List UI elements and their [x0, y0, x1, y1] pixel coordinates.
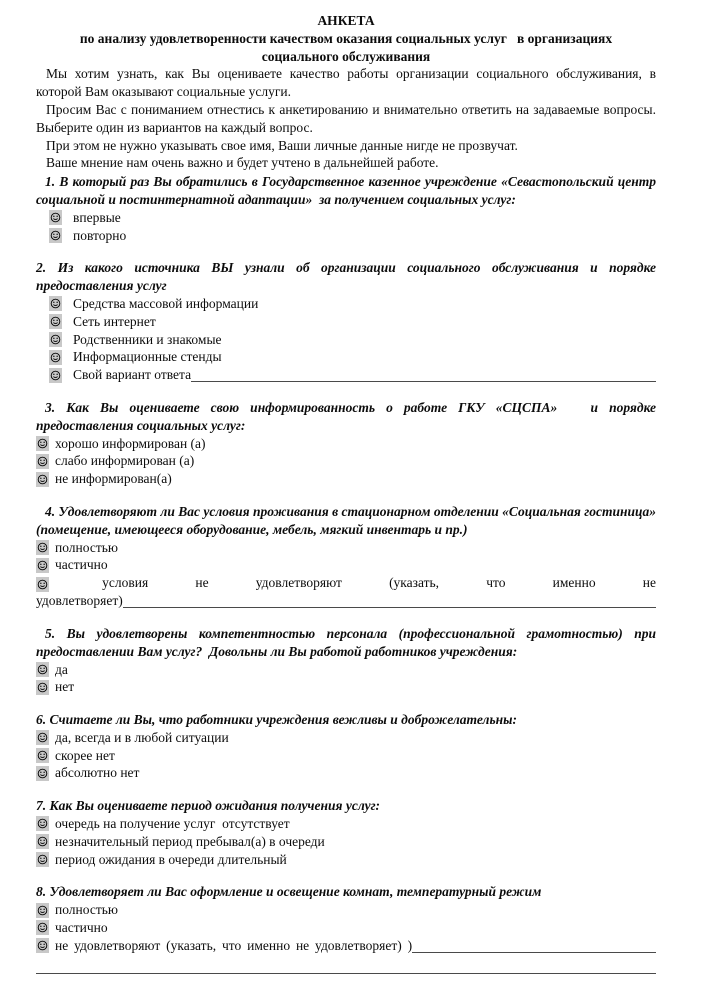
option-label-continued: удовлетворяет) — [36, 593, 123, 609]
smiley-bullet-icon[interactable] — [36, 558, 49, 573]
question-number: 1. — [45, 174, 56, 190]
option-row[interactable] — [36, 452, 656, 470]
question-body: Как Вы оцениваете период ожидания получения услуг: — [49, 798, 381, 814]
write-in-line[interactable] — [191, 377, 656, 382]
smiley-bullet-icon[interactable] — [49, 350, 62, 365]
smiley-bullet-icon[interactable] — [36, 903, 49, 918]
smiley-bullet-icon[interactable] — [36, 680, 49, 695]
question-text — [36, 711, 656, 729]
option-row[interactable] — [36, 313, 656, 331]
question-text — [36, 883, 656, 901]
intro-paragraph: Ваше мнение нам очень важно и будет учтено в дальнейшей работе. — [46, 155, 439, 171]
option-label: да — [55, 661, 68, 677]
option-label: не информирован(а) — [55, 471, 172, 487]
option-row[interactable] — [36, 764, 656, 782]
options-list — [36, 729, 656, 782]
smiley-bullet-icon[interactable] — [36, 748, 49, 763]
option-label: полностью — [55, 539, 118, 555]
question-number: 2. — [36, 260, 47, 276]
option-label: повторно — [73, 227, 127, 243]
option-row[interactable] — [36, 833, 656, 851]
options-list — [36, 815, 656, 868]
option-row[interactable] — [36, 851, 656, 869]
option-label: Средства массовой информации — [73, 295, 259, 311]
intro-paragraph: Просим Вас с пониманием отнестись к анкетированию и внимательно ответить на задаваемые вопросы. Выберите один из вариантов на каждый вопрос. — [36, 101, 667, 135]
smiley-bullet-icon[interactable] — [49, 368, 62, 383]
option-row[interactable] — [36, 539, 656, 557]
smiley-bullet-icon[interactable] — [49, 228, 62, 243]
smiley-bullet-icon[interactable] — [36, 834, 49, 849]
write-in-line[interactable] — [412, 948, 656, 953]
option-label: абсолютно нет — [55, 765, 140, 781]
option-label: частично — [55, 557, 108, 573]
option-label: незначительный период пребывал(а) в очереди — [55, 833, 325, 849]
question-text — [36, 625, 660, 661]
option-label: не удовлетворяют (указать, что именно не удовлетворяет) ) — [55, 937, 413, 953]
questionnaire-page — [36, 12, 667, 974]
option-row[interactable] — [36, 331, 656, 349]
option-row[interactable] — [36, 815, 656, 833]
option-label: частично — [55, 920, 108, 936]
question-block-2 — [36, 259, 660, 384]
question-number: 5. — [45, 625, 56, 641]
smiley-bullet-icon[interactable] — [36, 816, 49, 831]
option-row[interactable] — [36, 556, 656, 574]
smiley-bullet-icon[interactable] — [36, 436, 49, 451]
option-label: скорее нет — [55, 747, 115, 763]
smiley-bullet-icon[interactable] — [49, 296, 62, 311]
question-block-3 — [36, 399, 660, 488]
question-body: В который раз Вы обратились в Государственное казенное учреждение «Севастопольский центр социальной и постинтернатной адаптации» за получением социальных услуг: — [36, 174, 660, 207]
option-continuation — [36, 592, 656, 610]
option-row[interactable] — [36, 937, 656, 955]
question-block-6 — [36, 711, 656, 782]
extra-write-in-line — [36, 969, 656, 974]
question-block-8 — [36, 883, 656, 973]
option-label: условия не удовлетворяют (указать, что именно не — [102, 575, 656, 591]
options-list — [36, 435, 656, 488]
smiley-bullet-icon[interactable] — [49, 332, 62, 347]
options-list — [36, 901, 656, 954]
option-row[interactable] — [36, 729, 656, 747]
question-block-7 — [36, 797, 656, 868]
question-block-1 — [36, 173, 660, 244]
option-row[interactable] — [36, 435, 656, 453]
options-list — [36, 661, 656, 697]
question-number: 7. — [36, 798, 47, 814]
smiley-bullet-icon[interactable] — [36, 540, 49, 555]
question-text — [36, 259, 660, 295]
option-label: да, всегда и в любой ситуации — [55, 729, 229, 745]
smiley-bullet-icon[interactable] — [49, 314, 62, 329]
question-block-5 — [36, 625, 660, 696]
options-list — [36, 209, 656, 245]
option-label: полностью — [55, 902, 118, 918]
smiley-bullet-icon[interactable] — [36, 766, 49, 781]
intro-paragraph: Мы хотим узнать, как Вы оцениваете качество работы организации социального обслуживания, в которой Вам оказывают социальные услуги. — [36, 66, 660, 100]
title-line-2: по анализу удовлетворенности качеством оказания социальных услуг в организациях — [79, 30, 613, 46]
document-title — [36, 12, 656, 65]
option-label: Родственники и знакомые — [73, 331, 222, 347]
option-label: Информационные стенды — [73, 349, 222, 365]
option-label: Сеть интернет — [73, 313, 156, 329]
option-label: впервые — [73, 209, 121, 225]
smiley-bullet-icon[interactable] — [36, 920, 49, 935]
write-in-line[interactable] — [36, 969, 656, 974]
smiley-bullet-icon[interactable] — [36, 852, 49, 867]
options-list — [36, 539, 656, 610]
option-row[interactable] — [36, 227, 656, 245]
write-in-line[interactable] — [123, 603, 656, 608]
option-row[interactable] — [36, 901, 656, 919]
question-text — [36, 173, 660, 209]
question-body: Как Вы оцениваете свою информированность о работе ГКУ «СЦСПА» и порядке предоставления социальных услуг: — [36, 399, 660, 433]
questions-list — [36, 173, 660, 973]
option-row[interactable] — [36, 747, 656, 765]
smiley-bullet-icon[interactable] — [36, 577, 49, 592]
question-body: Вы удовлетворены компетентностью персонала (профессиональной грамотностью) при предоставлении Вам услуг? Довольны ли Вы работой работников учреждения: — [36, 625, 660, 659]
option-label: период ожидания в очереди длительный — [55, 851, 287, 867]
smiley-bullet-icon[interactable] — [36, 472, 49, 487]
question-number: 3. — [45, 399, 56, 415]
title-line-3: социального обслуживания — [261, 48, 431, 64]
question-text — [36, 797, 656, 815]
option-row[interactable] — [36, 366, 656, 384]
option-row[interactable] — [36, 209, 656, 227]
option-label: нет — [55, 679, 75, 695]
options-list — [36, 295, 656, 384]
smiley-bullet-icon[interactable] — [36, 454, 49, 469]
option-row[interactable] — [36, 470, 656, 488]
option-row[interactable] — [36, 348, 656, 366]
question-body: Из какого источника ВЫ узнали об организации социального обслуживания и порядке предоставления услуг — [36, 260, 660, 294]
option-row[interactable] — [36, 678, 656, 696]
option-label: хорошо информирован (а) — [55, 435, 206, 451]
option-label: слабо информирован (а) — [55, 453, 195, 469]
question-number: 4. — [45, 503, 56, 519]
intro-paragraphs — [36, 65, 667, 172]
option-label: Свой вариант ответа — [73, 367, 192, 383]
option-row[interactable] — [36, 661, 656, 679]
option-row[interactable] — [36, 574, 656, 592]
question-number: 6. — [36, 712, 47, 728]
question-body: Удовлетворяет ли Вас оформление и освещение комнат, температурный режим — [49, 884, 542, 900]
title-line-1: АНКЕТА — [317, 13, 375, 28]
question-text — [36, 399, 660, 435]
question-number: 8. — [36, 884, 47, 900]
smiley-bullet-icon[interactable] — [36, 730, 49, 745]
option-row[interactable] — [36, 295, 656, 313]
question-block-4 — [36, 503, 660, 610]
smiley-bullet-icon[interactable] — [36, 662, 49, 677]
question-body: Считаете ли Вы, что работники учреждения вежливы и доброжелательны: — [49, 712, 517, 728]
smiley-bullet-icon[interactable] — [36, 938, 49, 953]
question-body: Удовлетворяют ли Вас условия проживания в стационарном отделении «Социальная гостиница» (помещение, имеющееся оборудование, мебель, мягкий инвентарь и пр.) — [36, 503, 660, 537]
intro-paragraph: При этом не нужно указывать свое имя, Ваши личные данные нигде не прозвучат. — [46, 137, 518, 153]
option-row[interactable] — [36, 919, 656, 937]
smiley-bullet-icon[interactable] — [49, 210, 62, 225]
option-label: очередь на получение услуг отсутствует — [55, 816, 290, 832]
question-text — [36, 503, 660, 539]
